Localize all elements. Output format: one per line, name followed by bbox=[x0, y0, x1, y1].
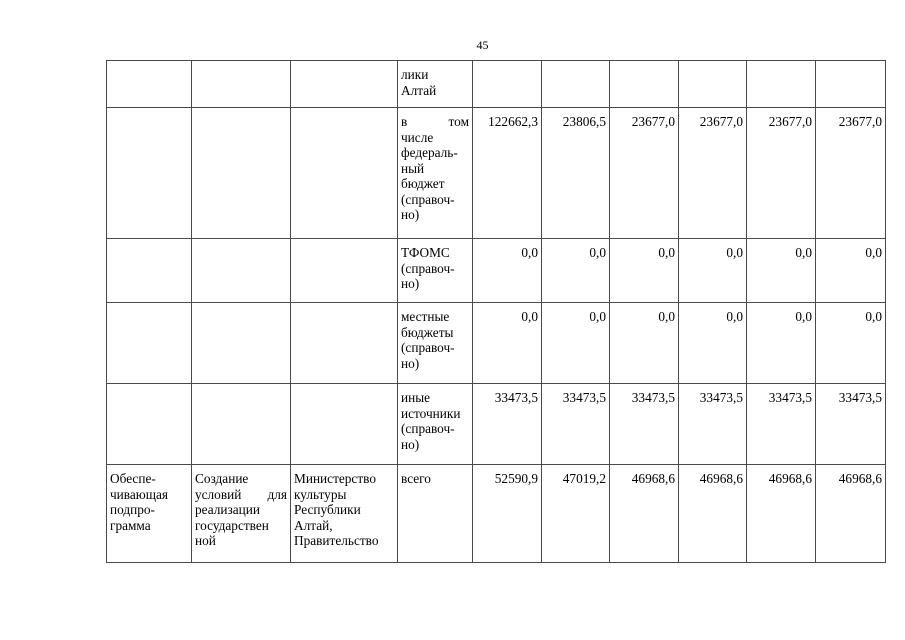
program-cell bbox=[107, 108, 192, 239]
executor-cell bbox=[291, 239, 398, 303]
value-cell bbox=[679, 61, 747, 108]
measure-line: реализации bbox=[195, 502, 260, 517]
measure-cell bbox=[192, 465, 291, 563]
value-cell bbox=[473, 61, 542, 108]
measure-line: Создание bbox=[195, 471, 249, 486]
value-cell bbox=[610, 61, 679, 108]
table-row bbox=[107, 108, 886, 239]
funding-source-cell bbox=[398, 61, 473, 108]
measure-word: для bbox=[267, 486, 287, 502]
value-cell: 0,0 bbox=[473, 303, 542, 384]
executor-cell bbox=[291, 465, 398, 563]
value-cell: 23677,0 bbox=[816, 108, 886, 239]
executor-line: культуры bbox=[294, 486, 347, 502]
value-cell: 0,0 bbox=[747, 239, 816, 303]
funding-source-line: федераль- bbox=[401, 145, 458, 160]
program-cell bbox=[107, 61, 192, 108]
table-row bbox=[107, 239, 886, 303]
executor-cell bbox=[291, 303, 398, 384]
funding-source-line: но) bbox=[401, 276, 420, 291]
funding-source-line: (справоч- bbox=[401, 340, 455, 355]
measure-line bbox=[195, 487, 287, 503]
funding-source-cell bbox=[398, 465, 473, 563]
funding-source-cell bbox=[398, 384, 473, 465]
measure-word: условий bbox=[195, 486, 242, 502]
value-cell: 33473,5 bbox=[747, 384, 816, 465]
value-cell: 0,0 bbox=[610, 239, 679, 303]
funding-source-line: но) bbox=[401, 436, 420, 452]
value-cell: 46968,6 bbox=[816, 465, 886, 563]
measure-cell bbox=[192, 108, 291, 239]
funding-source-line: Алтай bbox=[401, 82, 437, 98]
table-row bbox=[107, 61, 886, 108]
value-cell: 0,0 bbox=[542, 303, 610, 384]
funding-source-line: бюджет bbox=[401, 176, 445, 191]
program-cell bbox=[107, 384, 192, 465]
funding-source-word: в bbox=[401, 114, 408, 129]
value-cell: 46968,6 bbox=[610, 465, 679, 563]
funding-source-cell bbox=[398, 303, 473, 384]
value-cell: 23677,0 bbox=[610, 108, 679, 239]
page-number: 45 bbox=[476, 38, 489, 52]
value-cell: 23677,0 bbox=[679, 108, 747, 239]
program-cell bbox=[107, 239, 192, 303]
value-cell: 46968,6 bbox=[747, 465, 816, 563]
funding-source-line bbox=[401, 114, 469, 130]
measure-line: государствен bbox=[195, 517, 269, 533]
value-cell: 0,0 bbox=[816, 303, 886, 384]
executor-line: Алтай, bbox=[294, 517, 333, 533]
measure-cell bbox=[192, 384, 291, 465]
funding-source-line: иные bbox=[401, 390, 431, 405]
value-cell: 0,0 bbox=[679, 303, 747, 384]
value-cell bbox=[542, 61, 610, 108]
value-cell bbox=[747, 61, 816, 108]
executor-cell bbox=[291, 384, 398, 465]
table-row bbox=[107, 465, 886, 563]
table-row bbox=[107, 303, 886, 384]
program-cell bbox=[107, 465, 192, 563]
program-line: подпро- bbox=[110, 502, 155, 517]
funding-source-line: ный bbox=[401, 160, 425, 176]
funding-source-line: но) bbox=[401, 355, 420, 371]
value-cell: 0,0 bbox=[816, 239, 886, 303]
funding-source-line: местные bbox=[401, 309, 450, 324]
value-cell bbox=[816, 61, 886, 108]
value-cell: 33473,5 bbox=[679, 384, 747, 465]
value-cell: 122662,3 bbox=[473, 108, 542, 239]
funding-source-word: том bbox=[448, 114, 469, 129]
funding-source-line: (справоч- bbox=[401, 260, 455, 276]
program-cell bbox=[107, 303, 192, 384]
program-line: Обеспе- bbox=[110, 471, 156, 486]
value-cell: 33473,5 bbox=[473, 384, 542, 465]
funding-source-line: (справоч- bbox=[401, 191, 455, 207]
measure-line: ной bbox=[195, 533, 216, 548]
funding-source-cell bbox=[398, 108, 473, 239]
executor-line: Министерство bbox=[294, 471, 376, 486]
budget-table bbox=[106, 60, 886, 563]
executor-cell bbox=[291, 61, 398, 108]
value-cell: 23806,5 bbox=[542, 108, 610, 239]
funding-source-line: но) bbox=[401, 207, 420, 222]
value-cell: 0,0 bbox=[610, 303, 679, 384]
funding-source-line: бюджеты bbox=[401, 324, 454, 340]
table-row bbox=[107, 384, 886, 465]
funding-source-line: источники bbox=[401, 405, 461, 421]
executor-line: Республики bbox=[294, 502, 361, 517]
measure-cell bbox=[192, 61, 291, 108]
measure-cell bbox=[192, 239, 291, 303]
value-cell: 47019,2 bbox=[542, 465, 610, 563]
funding-source-line: лики bbox=[401, 67, 429, 82]
program-line: чивающая bbox=[110, 486, 168, 502]
value-cell: 46968,6 bbox=[679, 465, 747, 563]
value-cell: 0,0 bbox=[747, 303, 816, 384]
program-line: грамма bbox=[110, 517, 151, 533]
value-cell: 33473,5 bbox=[542, 384, 610, 465]
value-cell: 0,0 bbox=[679, 239, 747, 303]
funding-source-line: ТФОМС bbox=[401, 245, 450, 260]
funding-source-line: всего bbox=[401, 471, 431, 486]
value-cell: 33473,5 bbox=[816, 384, 886, 465]
funding-source-line: (справоч- bbox=[401, 421, 455, 436]
executor-cell bbox=[291, 108, 398, 239]
measure-cell bbox=[192, 303, 291, 384]
value-cell: 33473,5 bbox=[610, 384, 679, 465]
value-cell: 23677,0 bbox=[747, 108, 816, 239]
value-cell: 52590,9 bbox=[473, 465, 542, 563]
funding-source-cell bbox=[398, 239, 473, 303]
value-cell: 0,0 bbox=[473, 239, 542, 303]
executor-line: Правительство bbox=[294, 533, 379, 548]
value-cell: 0,0 bbox=[542, 239, 610, 303]
funding-source-line: числе bbox=[401, 129, 434, 145]
